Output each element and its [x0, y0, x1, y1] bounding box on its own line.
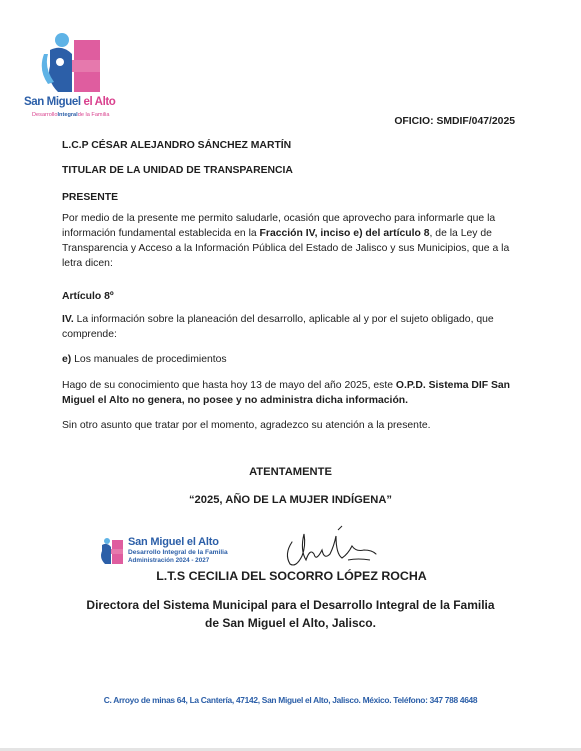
- stamp-tagline: Desarrollo Integral de la Familia: [128, 549, 228, 556]
- handwritten-signature: [278, 520, 378, 570]
- dif-family-small-icon: [98, 537, 124, 565]
- dif-logo: [24, 32, 120, 124]
- closing-paragraph: Sin otro asunto que tratar por el momento, agradezco su atención a la presente.: [62, 420, 431, 431]
- item-e: e) Los manuales de procedimientos: [62, 354, 227, 365]
- stamp-name: San Miguel el Alto: [128, 536, 219, 548]
- logo-tagline: DesarrolloIntegralde la Familia: [32, 112, 110, 118]
- intro-paragraph: Por medio de la presente me permito saludarle, ocasión que aprovecho para informarle que la información fundamental establecida en la Fracción IV, inciso e) del artículo 8, de la Ley de Transparencia y Acceso a la Información Pública del Estado de Jalisco y sus Municipios, que a la letra dicen:: [62, 213, 510, 269]
- signer-name: L.T.S CECILIA DEL SOCORRO LÓPEZ ROCHA: [156, 569, 427, 583]
- signer-role-line-1: Directora del Sistema Municipal para el Desarrollo Integral de la Familia: [86, 598, 495, 612]
- dif-stamp-logo: [98, 536, 268, 568]
- recipient-title: TITULAR DE LA UNIDAD DE TRANSPARENCIA: [62, 165, 293, 176]
- signer-role-line-2: de San Miguel el Alto, Jalisco.: [205, 616, 376, 630]
- oficio-number: OFICIO: SMDIF/047/2025: [394, 116, 515, 127]
- article-heading: Artículo 8º: [62, 291, 114, 302]
- statement-paragraph: Hago de su conocimiento que hasta hoy 13 de mayo del año 2025, este O.P.D. Sistema DIF San Miguel el Alto no genera, no posee y no administra dicha información.: [62, 380, 511, 406]
- stamp-administration: Administración 2024 - 2027: [128, 557, 210, 564]
- atentamente: ATENTAMENTE: [249, 466, 332, 478]
- dif-family-logo-icon: [40, 32, 102, 96]
- year-motto: “2025, AÑO DE LA MUJER INDÍGENA”: [188, 494, 393, 506]
- footer-address: C. Arroyo de minas 64, La Cantería, 47142, San Miguel el Alto, Jalisco. México. Teléfono: 347 788 4648: [103, 695, 478, 705]
- recipient-name: L.C.P CÉSAR ALEJANDRO SÁNCHEZ MARTÍN: [62, 140, 292, 151]
- presente-heading: PRESENTE: [62, 192, 119, 203]
- fraction-paragraph: IV. La información sobre la planeación del desarrollo, aplicable al y por el sujeto obligado, que comprende:: [62, 314, 494, 340]
- logo-name: San Miguel el Alto: [24, 96, 116, 108]
